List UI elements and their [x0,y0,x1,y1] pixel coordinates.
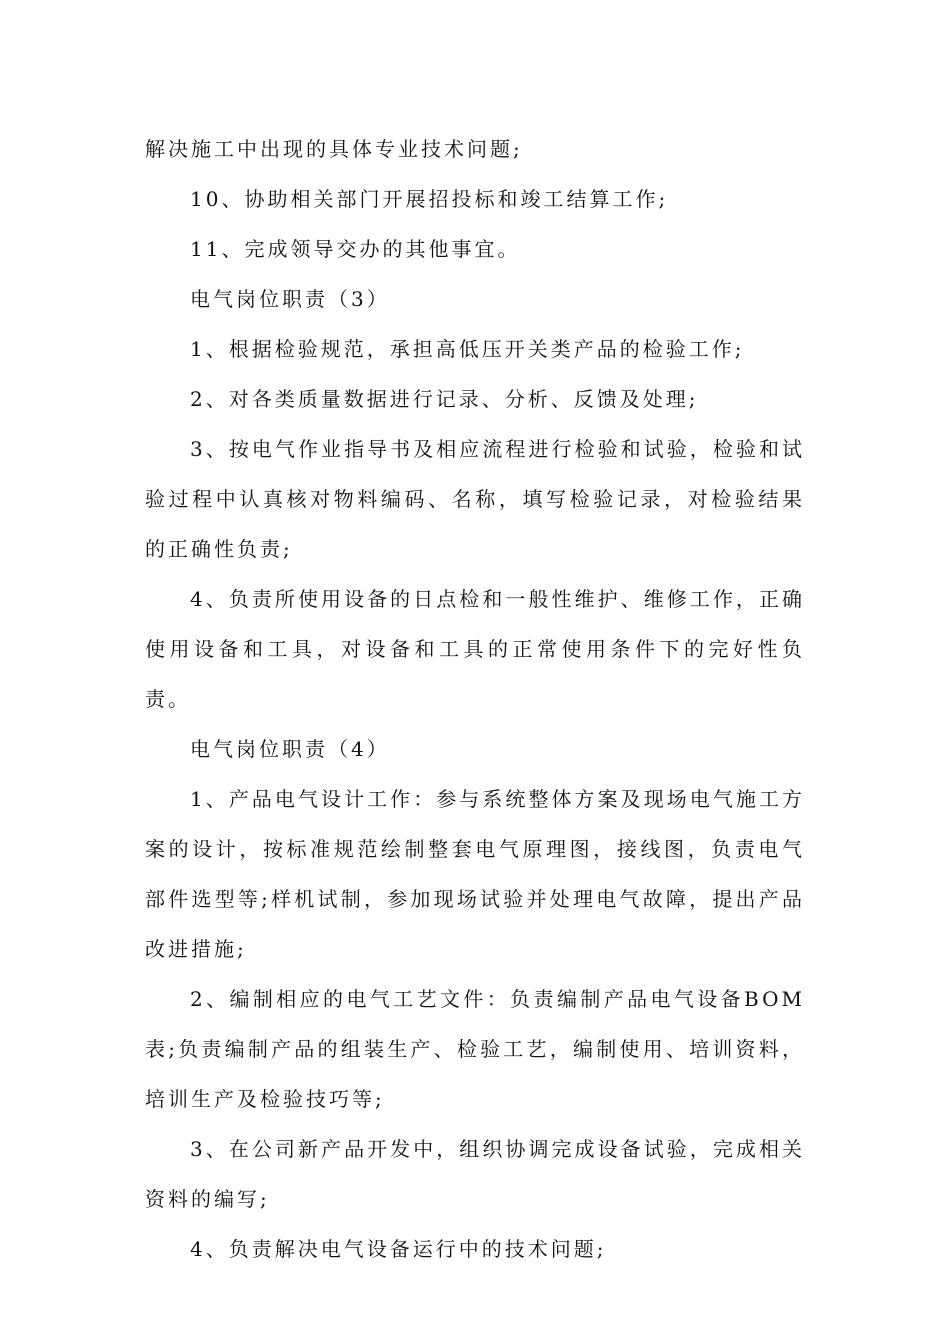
paragraph-item-1: 1、根据检验规范，承担高低压开关类产品的检验工作; [190,337,745,361]
section-heading-4: 电气岗位职责（4） [190,737,390,761]
document-body [145,124,805,1274]
paragraph-item-11: 11、完成领导交办的其他事宜。 [190,237,521,261]
paragraph-item-2: 2、编制相应的电气工艺文件：负责编制产品电气设备BOM表;负责编制产品的组装生产、检验工艺，编制使用、培训资料，培训生产及检验技巧等; [145,987,805,1111]
paragraph-continuation: 解决施工中出现的具体专业技术问题; [145,137,523,161]
paragraph-item-10: 10、协助相关部门开展招投标和竣工结算工作; [190,187,669,211]
paragraph-item-4: 4、负责所使用设备的日点检和一般性维护、维修工作，正确使用设备和工具，对设备和工具的正常使用条件下的完好性负责。 [145,587,805,711]
paragraph-item-3: 3、在公司新产品开发中，组织协调完成设备试验，完成相关资料的编写; [145,1137,805,1211]
paragraph-item-3: 3、按电气作业指导书及相应流程进行检验和试验，检验和试验过程中认真核对物料编码、名称，填写检验记录，对检验结果的正确性负责; [145,437,805,561]
paragraph-item-1: 1、产品电气设计工作：参与系统整体方案及现场电气施工方案的设计，按标准规范绘制整套电气原理图，接线图，负责电气部件选型等;样机试制，参加现场试验并处理电气故障，提出产品改进措施; [145,787,805,961]
section-heading-3: 电气岗位职责（3） [190,287,390,311]
paragraph-item-4: 4、负责解决电气设备运行中的技术问题; [190,1237,607,1261]
paragraph-item-2: 2、对各类质量数据进行记录、分析、反馈及处理; [190,387,699,411]
